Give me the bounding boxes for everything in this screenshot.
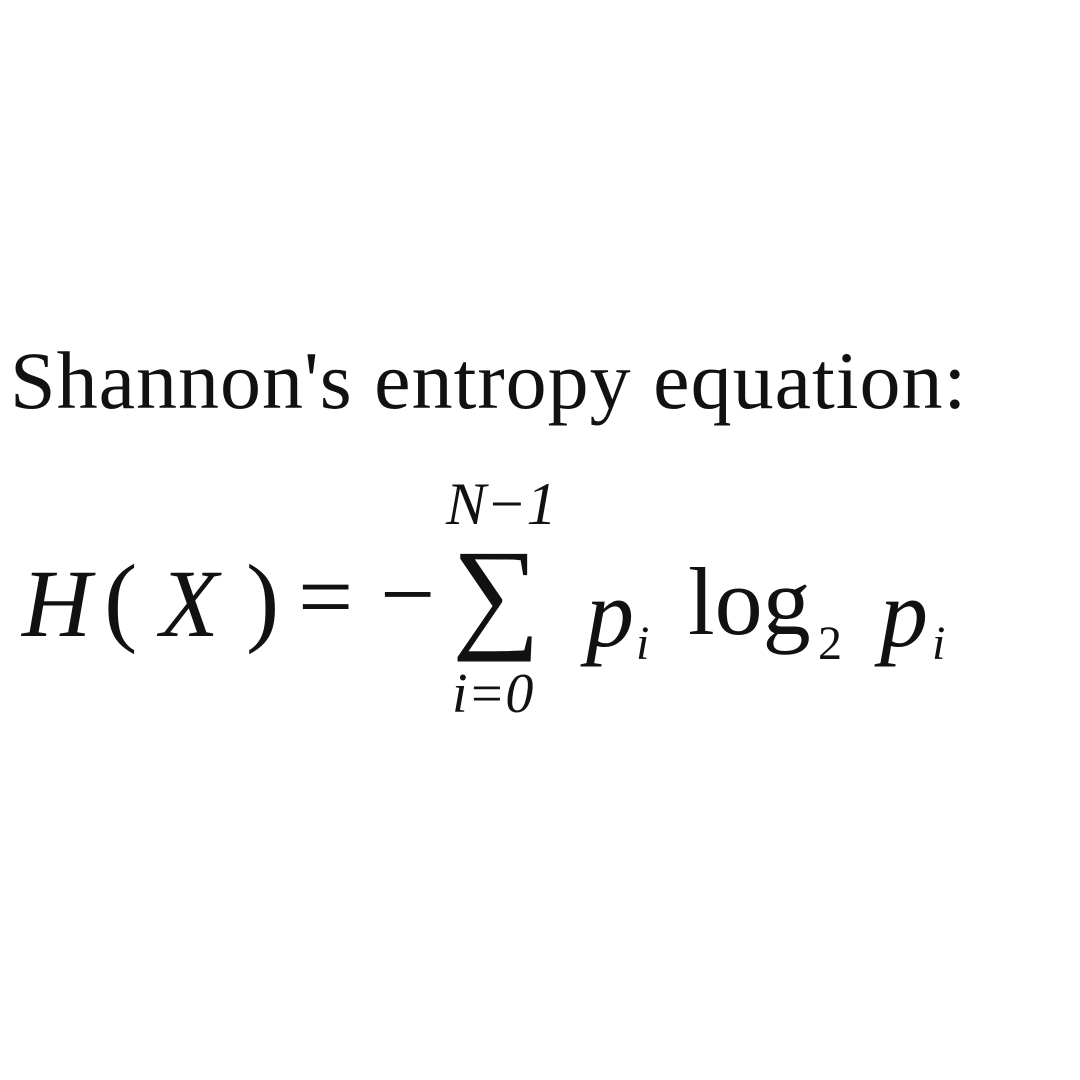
sum-lower-limit: i=0 <box>452 663 534 725</box>
minus-sign: − <box>380 541 436 649</box>
function-symbol-h: H <box>22 550 92 657</box>
probability-p: p <box>586 560 634 667</box>
log-function: log <box>688 548 811 655</box>
equals-sign: = <box>298 543 354 651</box>
sum-upper-limit: N−1 <box>446 471 557 537</box>
log-base: 2 <box>818 617 842 670</box>
open-parenthesis: ( <box>104 544 138 655</box>
probability-subscript: i <box>636 617 650 670</box>
heading-text: Shannon's entropy equation: <box>10 335 968 426</box>
summation-symbol: ∑ <box>452 525 541 662</box>
probability-p-2: p <box>880 560 928 667</box>
random-variable-x: X <box>160 550 219 657</box>
entropy-equation <box>0 470 1080 750</box>
probability-subscript-2: i <box>932 617 946 670</box>
close-parenthesis: ) <box>246 544 280 655</box>
